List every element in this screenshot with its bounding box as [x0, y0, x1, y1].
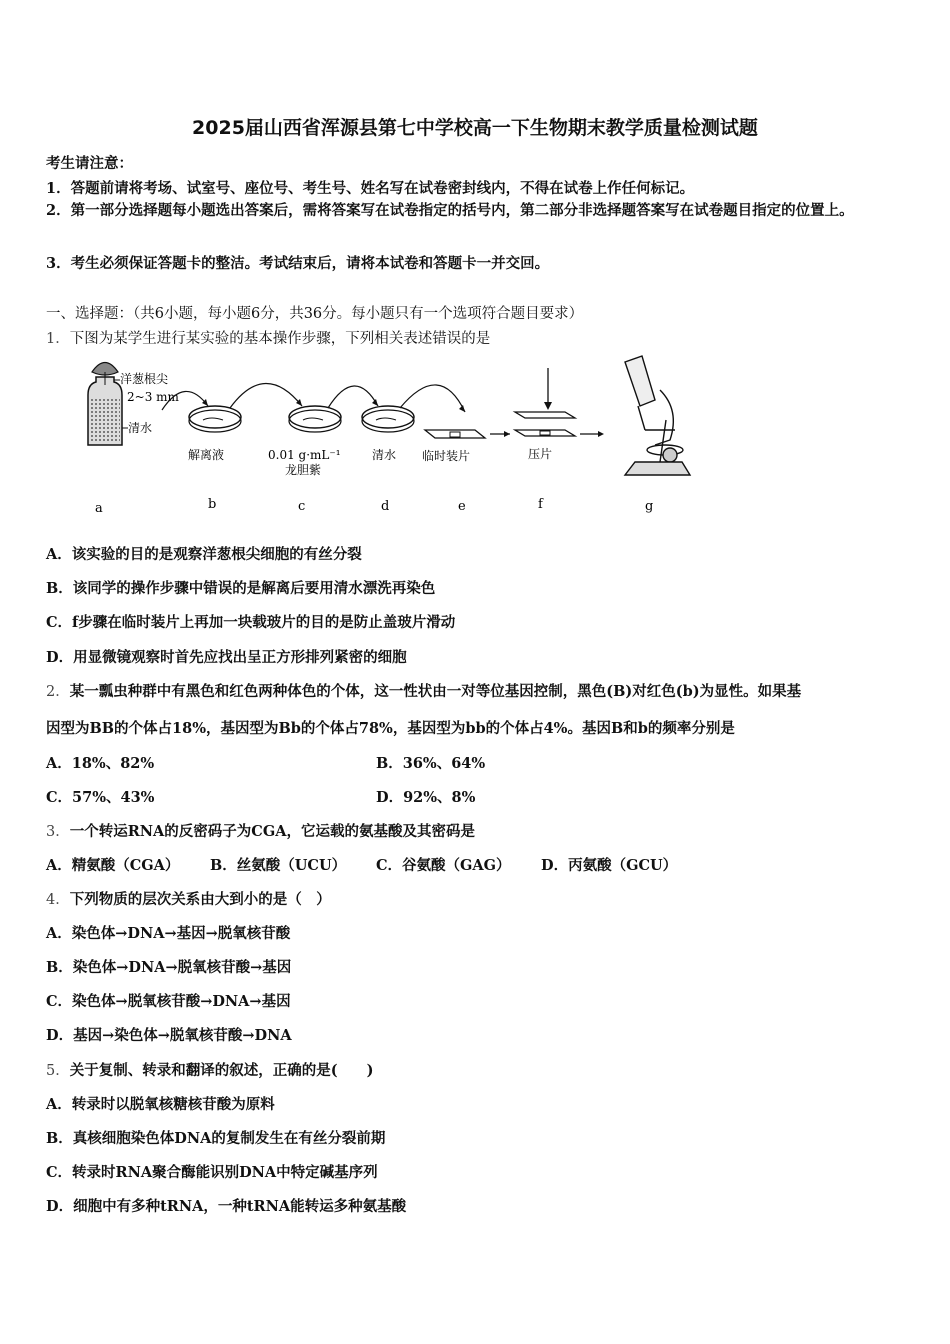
experiment-diagram — [70, 350, 710, 520]
notice-heading: 考生请注意： — [46, 155, 133, 172]
q2-option-b: B．36%、64% — [376, 755, 486, 772]
label-temp-slide: 临时装片 — [422, 449, 471, 463]
label-water-d: 清水 — [372, 448, 397, 462]
label-dissociation: 解离液 — [188, 448, 225, 462]
q5-option-d: D．细胞中有多种tRNA，一种tRNA能转运多种氨基酸 — [46, 1198, 407, 1215]
question-number: 1． — [46, 331, 70, 347]
notice-item-1: 1．答题前请将考场、试室号、座位号、考生号、姓名写在试卷密封线内，不得在试卷上作任何标记。 — [46, 180, 695, 197]
q3-option-d: D．丙氨酸（GCU） — [541, 857, 678, 874]
dish-d-icon — [362, 406, 414, 432]
question-number: 2． — [46, 684, 70, 700]
q5-option-b: B．真核细胞染色体DNA的复制发生在有丝分裂前期 — [46, 1130, 386, 1147]
q4-option-b: B．染色体→DNA→脱氧核苷酸→基因 — [46, 959, 292, 976]
q2-option-c: C．57%、43% — [46, 789, 155, 806]
q2-option-a: A．18%、82% — [46, 755, 155, 772]
dish-b-icon — [189, 406, 241, 432]
onion-bottle-icon — [88, 363, 122, 446]
question-4 — [46, 888, 331, 909]
q4-option-c: C．染色体→脱氧核苷酸→DNA→基因 — [46, 993, 291, 1010]
label-length: 2~3 mm — [127, 390, 179, 404]
q1-option-c: C．f步骤在临时装片上再加一块载玻片的目的是防止盖玻片滑动 — [46, 614, 456, 631]
question-2 — [46, 680, 801, 701]
step-letter-e: e — [458, 499, 466, 514]
question-number: 5． — [46, 1063, 70, 1079]
question-stem: 下列物质的层次关系由大到小的是（ ） — [69, 891, 331, 908]
question-number: 3． — [46, 824, 70, 840]
question-number: 4． — [46, 892, 70, 908]
page-title: 2025届山西省浑源县第七中学校高一下生物期末教学质量检测试题 — [192, 117, 758, 139]
label-water-a: 清水 — [128, 421, 153, 435]
dish-c-icon — [289, 406, 341, 432]
press-f-icon — [515, 368, 575, 436]
step-letter-b: b — [208, 497, 217, 512]
step-letter-a: a — [95, 501, 103, 516]
step-letters — [95, 497, 653, 516]
label-concentration: 0.01 g·mL⁻¹ — [268, 448, 341, 462]
q5-option-a: A．转录时以脱氧核糖核苷酸为原料 — [46, 1096, 275, 1113]
question-stem: 一个转运RNA的反密码子为CGA，它运载的氨基酸及其密码是 — [69, 823, 475, 840]
q1-option-b: B．该同学的操作步骤中错误的是解离后要用清水漂洗再染色 — [46, 580, 436, 597]
q4-option-d: D．基因→染色体→脱氧核苷酸→DNA — [46, 1027, 292, 1044]
transfer-arrows — [162, 383, 465, 412]
slide-e-icon — [425, 430, 485, 438]
step-letter-f: f — [538, 497, 543, 512]
question-stem: 下图为某学生进行某实验的基本操作步骤，下列相关表述错误的是 — [69, 331, 491, 347]
question-stem-line1: 某一瓢虫种群中有黑色和红色两种体色的个体，这一性状由一对等位基因控制，黑色(B)对红色(b)为显性。如果基 — [69, 683, 802, 700]
question-stem: 关于复制、转录和翻译的叙述，正确的是( ) — [69, 1062, 374, 1079]
question-3 — [46, 820, 475, 841]
q4-option-a: A．染色体→DNA→基因→脱氧核苷酸 — [46, 925, 291, 942]
label-press: 压片 — [528, 447, 553, 461]
q1-option-d: D．用显微镜观察时首先应找出呈正方形排列紧密的细胞 — [46, 649, 407, 666]
label-stain: 龙胆紫 — [285, 463, 322, 477]
section-heading: 一、选择题：（共6小题，每小题6分，共36分。每小题只有一个选项符合题目要求） — [46, 306, 584, 322]
step-letter-g: g — [645, 499, 654, 514]
question-2-line2: 因型为BB的个体占18%，基因型为Bb的个体占78%，基因型为bb的个体占4%。基因B和b的频率分别是 — [46, 720, 735, 737]
q3-option-b: B．丝氨酸（UCU） — [210, 857, 347, 874]
label-onion-tip: 洋葱根尖 — [120, 372, 169, 386]
q2-option-d: D．92%、8% — [376, 789, 476, 806]
notice-item-2: 2．第一部分选择题每小题选出答案后，需将答案写在试卷指定的括号内，第二部分非选择题答案写在试卷题目指定的位置上。 — [46, 202, 854, 219]
step-letter-c: c — [298, 499, 306, 514]
question-1 — [46, 327, 490, 348]
q1-option-a: A．该实验的目的是观察洋葱根尖细胞的有丝分裂 — [46, 546, 362, 563]
question-5 — [46, 1059, 373, 1080]
q5-option-c: C．转录时RNA聚合酶能识别DNA中特定碱基序列 — [46, 1164, 378, 1181]
q3-option-c: C．谷氨酸（GAG） — [376, 857, 511, 874]
step-letter-d: d — [381, 499, 390, 514]
notice-item-3: 3．考生必须保证答题卡的整洁。考试结束后，请将本试卷和答题卡一并交回。 — [46, 255, 550, 272]
microscope-icon — [625, 356, 690, 475]
q3-option-a: A．精氨酸（CGA） — [46, 857, 180, 874]
